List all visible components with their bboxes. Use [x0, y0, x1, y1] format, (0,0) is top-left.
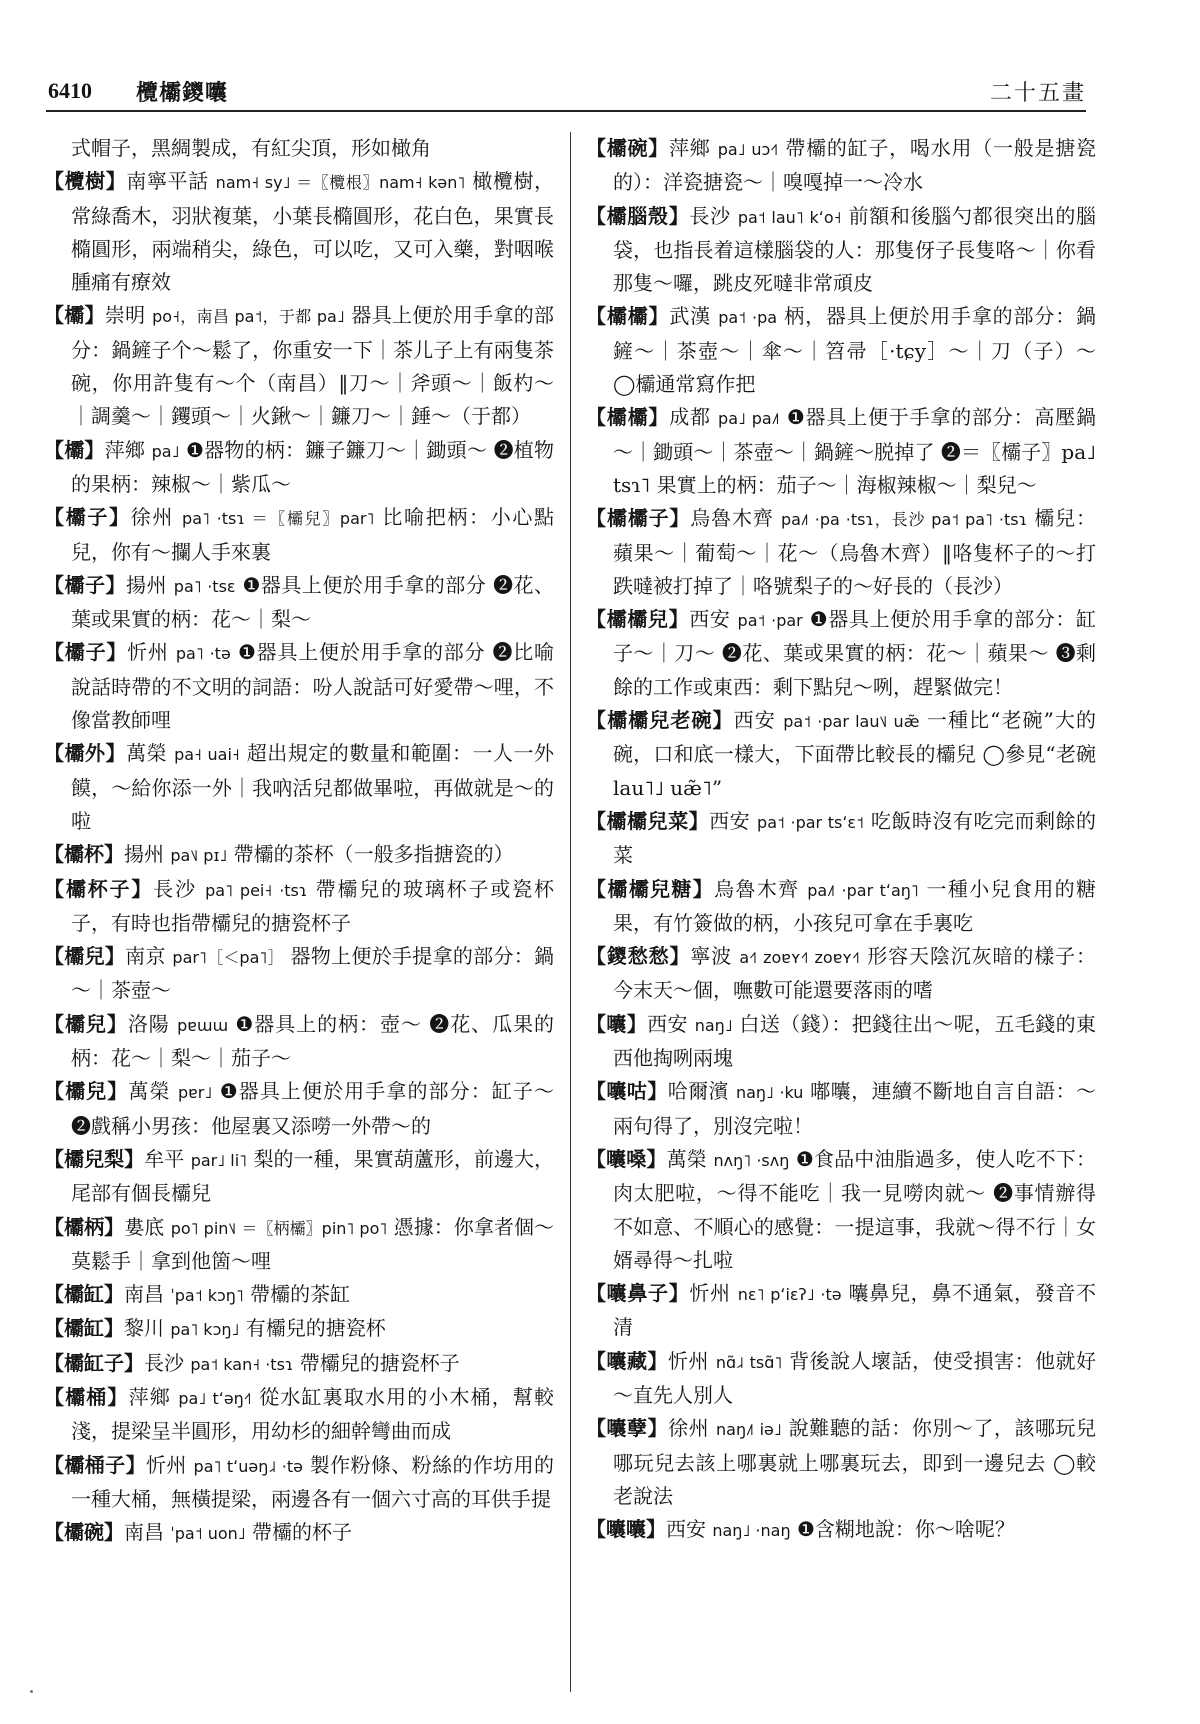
entry-pronunciation: naŋ˩ ·naŋ — [712, 1521, 791, 1541]
dictionary-entry — [586, 704, 1096, 805]
entry-headword: 【囔鼻子】 — [586, 1281, 690, 1306]
entry-headword: 【欛欛】 — [586, 405, 670, 430]
page-number: 6410 — [48, 78, 92, 103]
entry-headword: 【欛缸】 — [44, 1282, 124, 1307]
entry-headword: 【欛外】 — [44, 741, 127, 766]
entry-headword: 【欛子】 — [44, 572, 126, 597]
entry-location: 牟平 — [144, 1146, 185, 1171]
entry-pronunciation: pa˥ pei˧ ·tsɿ — [205, 880, 308, 900]
entry-pronunciation: naŋ˩ ·ku — [735, 1083, 804, 1103]
dictionary-entry — [44, 1347, 554, 1381]
entry-pronunciation: pɐɯɯ — [177, 1015, 229, 1035]
entry-headword: 【欛欛子】 — [586, 506, 691, 531]
dictionary-entry — [44, 1211, 554, 1279]
entry-definition: 梨的一種，果實葫蘆形，前邊大，尾部有個長欛兒 — [71, 1146, 554, 1206]
dictionary-entry — [44, 1008, 554, 1076]
entry-definition: ❶器具上便於用手拿的部分 ❷花、葉或果實的柄：花～｜梨～ — [71, 572, 554, 632]
entry-definition: 製作粉條、粉絲的作坊用的一種大桶，無橫提梁，兩邊各有一個六寸高的耳供手提 — [71, 1452, 554, 1511]
entry-pronunciation: pa˥ kɔŋ˩ — [170, 1320, 240, 1340]
entry-headword: 【欛桶】 — [44, 1384, 129, 1409]
entry-definition: 柄，器具上便於用手拿的部分：鍋鏟～｜茶壺～｜傘～｜笤帚［·tɕy］～｜刀（子）～ ◯欛通常寫作把 — [613, 304, 1096, 397]
entry-definition: 憑據：你拿者個～莫鬆手｜拿到他箇～哩 — [71, 1214, 554, 1273]
entry-location: 長沙 — [153, 876, 197, 901]
entry-definition: 帶欛的缸子，喝水用（一般是搪瓷的）：洋瓷搪瓷～｜嗅嘎掉一～冷水 — [613, 136, 1096, 195]
entry-definition: ❶含糊地說：你～啥呢？ — [796, 1517, 1015, 1542]
entry-pronunciation: po˥ pin˥˩ ＝〖柄欛〗pin˥ po˥ — [170, 1218, 388, 1238]
dictionary-entry — [586, 1008, 1096, 1076]
entry-definition: 吃飯時沒有吃完而剩餘的菜 — [613, 808, 1096, 868]
entry-headword: 【欛缸】 — [44, 1316, 124, 1341]
entry-headword: 【欛杯】 — [44, 842, 124, 867]
entry-pronunciation: ˈpa˦ uon˩ — [170, 1524, 246, 1544]
dictionary-entry — [586, 502, 1096, 603]
entry-definition: 帶欛的杯子 — [252, 1520, 353, 1545]
entry-location: 揚州 — [124, 842, 164, 867]
dictionary-entry — [586, 1513, 1096, 1547]
entry-headword: 【欛子】 — [44, 640, 128, 665]
dictionary-entry — [586, 1075, 1096, 1143]
entry-definition: ❶器物的柄：鐮子鐮刀～｜鋤頭～ ❷植物的果柄：辣椒～｜紫瓜～ — [71, 437, 554, 496]
entry-pronunciation: pɐr˩ — [178, 1083, 213, 1103]
entry-headword: 【欛柄】 — [44, 1214, 125, 1239]
entry-pronunciation: nʌŋ˥ ·sʌŋ — [713, 1150, 790, 1170]
dictionary-entry — [44, 1075, 554, 1143]
entry-pronunciation: pa˩ tʻəŋ˧˥ — [178, 1388, 252, 1408]
entry-location: 萍鄉 — [104, 437, 146, 462]
entry-definition: 白送（錢）：把錢往出～呢，五毛錢的東西他掏咧兩塊 — [613, 1011, 1096, 1071]
dictionary-entry — [44, 132, 554, 165]
page-head-characters: 欖欛鑁囔 — [136, 80, 229, 106]
entry-headword: 【欛碗】 — [44, 1520, 124, 1545]
entry-pronunciation: pa˥ ·tsɛ — [173, 576, 236, 596]
entry-definition: 囔鼻兒，鼻不通氣，發音不清 — [613, 1281, 1096, 1340]
dictionary-entry — [44, 1516, 554, 1550]
entry-location: 徐州 — [668, 1416, 710, 1441]
entry-headword: 【欛】 — [44, 303, 105, 328]
entry-pronunciation: nɛ˥ pʻiɛʔ˩ ·tə — [737, 1285, 842, 1305]
entry-location: 忻州 — [667, 1348, 709, 1373]
entry-pronunciation: pa˩ uɔ˧˥ — [717, 140, 779, 159]
entry-pronunciation: pa˦ ·par lau˥˩ uæ̃ — [783, 712, 920, 732]
entry-definition: 器具上便於用手拿的部分：鍋鏟子个～鬆了，你重安一下｜茶儿子上有兩隻茶碗，你用許隻有～个（南昌）‖刀～｜斧頭～｜飯杓～｜調羹～｜钁頭～｜火鍬～｜鐮刀～｜錘～（于都） — [71, 303, 554, 429]
entry-location: 西安 — [647, 1011, 688, 1036]
entry-location: 崇明 — [104, 303, 146, 328]
entry-pronunciation: pa˥ tʻuəŋ˩˨ ·tə — [193, 1456, 303, 1476]
entry-pronunciation: par˥［＜pa˥］ — [172, 948, 284, 968]
entry-location: 南寧平話 — [126, 169, 209, 194]
entry-definition: 從水缸裏取水用的小木桶，幫較淺，提梁呈半圓形，用幼杉的細幹彎曲而成 — [71, 1384, 554, 1444]
entry-location: 萬榮 — [126, 741, 168, 766]
entry-definition: 形容天陰沉灰暗的樣子：今末天～個，嘸數可能還要落雨的嗜 — [613, 944, 1096, 1003]
entry-location: 揚州 — [125, 572, 167, 597]
entry-location: 萬榮 — [128, 1079, 171, 1104]
entry-location: 忻州 — [689, 1281, 731, 1306]
dictionary-entry — [586, 603, 1096, 704]
entry-headword: 【欛杯子】 — [44, 876, 154, 901]
scan-speck — [30, 1690, 33, 1693]
dictionary-entry — [44, 299, 554, 433]
dictionary-entry — [44, 940, 554, 1008]
entry-location: 萍鄉 — [128, 1384, 171, 1409]
entry-definition: 一種小兒食用的糖果，有竹簽做的柄，小孩兒可拿在手裏吃 — [613, 876, 1096, 935]
entry-headword: 【囔】 — [586, 1011, 648, 1036]
entry-definition: 帶欛兒的搪瓷杯子 — [299, 1350, 460, 1375]
entry-definition: 帶欛兒的玻璃杯子或瓷杯子，有時也指帶欛兒的搪瓷杯子 — [71, 876, 554, 935]
entry-location: 南京 — [125, 944, 166, 969]
dictionary-entry — [44, 434, 554, 502]
entry-headword: 【欖樹】 — [44, 169, 127, 194]
entry-location: 徐州 — [130, 505, 175, 530]
entry-location: 烏魯木齊 — [714, 876, 800, 901]
entry-pronunciation: pa˥ ·tə — [175, 644, 231, 664]
entry-definition: 嘟囔，連續不斷地自言自語：～兩句得了，別沒完啦！ — [613, 1079, 1096, 1138]
dictionary-entry — [44, 1381, 554, 1449]
entry-pronunciation: naŋ˩˥ iə˩ — [716, 1420, 782, 1440]
dictionary-entry — [44, 1449, 554, 1517]
dictionary-entry — [44, 1312, 554, 1346]
entry-definition: ❶器具上便於用手拿的部分：缸子～｜刀～ ❷花、葉或果實的柄：花～｜蘋果～ ❸剩餘的工作或東西：剩下點兒～咧，趕緊做完！ — [613, 607, 1096, 699]
dictionary-entry — [44, 636, 554, 737]
dictionary-entry — [44, 838, 554, 872]
entry-location: 烏魯木齊 — [690, 506, 774, 531]
entry-location: 西安 — [709, 808, 751, 833]
entry-definition: 說難聽的話：你別～了，該哪玩兒哪玩兒去該上哪裏就上哪裏玩去，即到一邊兒去 ◯較老說法 — [613, 1416, 1096, 1508]
stroke-count-label: 二十五畫 — [989, 81, 1086, 106]
entry-location: 寧波 — [690, 944, 733, 969]
entry-definition: 橄欖樹，常綠喬木，羽狀複葉，小葉長橢圓形，花白色，果實長橢圓形，兩端稍尖，綠色，可以吃，又可入藥，對咽喉腫痛有療效 — [71, 169, 554, 295]
dictionary-entry — [44, 873, 554, 941]
entry-location: 忻州 — [127, 640, 169, 665]
dictionary-entry — [586, 1143, 1096, 1277]
entry-definition: 前額和後腦勺都很突出的腦袋，也指長着這樣腦袋的人：那隻伢子長隻咯～｜你看那隻～囉，跳皮死噠非常頑皮 — [613, 203, 1096, 296]
entry-headword: 【欛欛兒老碗】 — [586, 708, 734, 733]
entry-pronunciation: pa˦ kan˧ ·tsɿ — [190, 1354, 294, 1374]
entry-pronunciation: pa˦ ·par tsʻɛ˦ — [757, 812, 864, 832]
entry-location: 長沙 — [144, 1350, 184, 1375]
dictionary-entry — [44, 501, 554, 569]
entry-definition: 式帽子，黑綢製成，有紅尖頂，形如橄角 — [71, 136, 431, 160]
entry-location: 黎川 — [124, 1316, 164, 1341]
entry-definition: ❶食品中油脂過多，使人吃不下：肉太肥啦，～得不能吃｜我一見嘮肉就～ ❷事情辦得不如意、不順心的感覺：一提這事，我就～得不行｜女婿尋得～扎啦 — [613, 1146, 1096, 1272]
entry-location: 南昌 — [124, 1520, 164, 1545]
entry-headword: 【欛缸子】 — [44, 1350, 144, 1375]
entry-location: 忻州 — [145, 1452, 187, 1477]
dictionary-entry — [586, 200, 1096, 301]
entry-headword: 【欛欛兒菜】 — [586, 808, 710, 833]
entry-definition: 一種比“老碗”大的碗，口和底一樣大，下面帶比較長的欛兒 ◯參見“老碗 lau˥˩ uæ̃˥” — [613, 708, 1096, 800]
entry-definition: 超出規定的數量和範圍：一人一外饃，～給你添一外｜我吶活兒都做畢啦，再做就是～的啦 — [71, 741, 554, 833]
entry-headword: 【欛子】 — [44, 505, 131, 530]
dictionary-entry — [586, 805, 1096, 873]
left-column — [44, 132, 554, 1692]
entry-headword: 【欛】 — [44, 437, 105, 462]
entry-location: 婁底 — [124, 1214, 165, 1239]
dictionary-entry — [44, 165, 554, 299]
entry-headword: 【欛兒】 — [44, 1079, 129, 1104]
entry-headword: 【囔藏】 — [586, 1348, 668, 1373]
entry-location: 西安 — [666, 1517, 706, 1542]
entry-pronunciation: pa˦ ·par — [737, 611, 803, 631]
entry-location: 萬榮 — [666, 1146, 707, 1171]
entry-headword: 【囔咕】 — [586, 1079, 668, 1104]
dictionary-entry — [586, 873, 1096, 941]
entry-definition: ❶器具上的柄：壺～ ❷花、瓜果的柄：花～｜梨～｜茄子～ — [71, 1011, 554, 1071]
entry-definition: ❶器具上便於用手拿的部分：缸子～ ❷戲稱小男孩：他屋裏又添嘮一外帶～的 — [71, 1079, 554, 1138]
entry-headword: 【囔囔】 — [586, 1517, 666, 1542]
dictionary-entry — [44, 1143, 554, 1211]
entry-headword: 【欛兒】 — [44, 944, 126, 969]
entry-location: 南昌 — [124, 1282, 164, 1307]
dictionary-entry — [586, 1277, 1096, 1345]
entry-definition: ❶器具上便於用手拿的部分 ❷比喻說話時帶的不文明的詞語：吩人說話可好愛帶～哩，不像當教師哩 — [71, 640, 554, 733]
dictionary-entry — [44, 1278, 554, 1312]
entry-headword: 【囔孽】 — [586, 1416, 669, 1441]
entry-pronunciation: nam˧ sy˩ ＝〖欖根〗nam˧ kən˥ — [215, 173, 466, 193]
entry-pronunciation: a˧˥ zoɐʏ˧˥ zoɐʏ˧˥ — [739, 948, 860, 968]
entry-pronunciation: pa˦ ·pa — [718, 308, 778, 328]
entry-headword: 【囔嗓】 — [586, 1146, 667, 1171]
dictionary-entry — [586, 132, 1096, 200]
entry-pronunciation: pa˦ lau˥ kʻo˧ — [737, 207, 842, 227]
entry-pronunciation: naŋ˩ — [694, 1015, 733, 1035]
entry-pronunciation: pa˩˥ ·pa ·tsɿ，長沙 pa˦ pa˥ ·tsɿ — [780, 510, 1028, 530]
dictionary-entry — [586, 300, 1096, 401]
entry-headword: 【欛碗】 — [586, 136, 670, 160]
entry-location: 武漢 — [669, 304, 712, 329]
dictionary-entry — [586, 1345, 1096, 1413]
entry-location: 成都 — [669, 405, 711, 430]
dictionary-entry — [586, 401, 1096, 502]
dictionary-entry — [586, 940, 1096, 1008]
dictionary-entry — [586, 1412, 1096, 1513]
entry-location: 萍鄉 — [669, 136, 711, 160]
right-column — [586, 132, 1096, 1692]
entry-pronunciation: nɑ̃˩˨ tsɑ̃˥ — [715, 1352, 783, 1372]
entry-pronunciation: po˧，南昌 pa˦，于都 pa˩ — [152, 307, 345, 327]
column-divider — [570, 132, 571, 1692]
entry-location: 西安 — [689, 607, 731, 632]
entry-definition: 背後說人壞話，使受損害：他就好～直先人別人 — [613, 1348, 1096, 1407]
dictionary-entry — [44, 569, 554, 637]
entry-headword: 【欛兒】 — [44, 1011, 128, 1036]
entry-headword: 【鑁愁愁】 — [586, 944, 691, 969]
entry-definition: 有欛兒的搪瓷杯 — [245, 1316, 386, 1341]
entry-location: 洛陽 — [127, 1011, 170, 1036]
entry-headword: 【欛腦殼】 — [586, 203, 690, 228]
entry-headword: 【欛欛】 — [586, 304, 670, 329]
entry-definition: 器物上便於手提拿的部分：鍋～｜茶壺～ — [71, 944, 554, 1003]
entry-definition: 比喻把柄：小心點兒，你有～攔人手來裏 — [71, 505, 554, 564]
entry-pronunciation: pa˩ pa˩˥ — [718, 409, 780, 429]
entry-pronunciation: pa˥˩ pɪ˩ — [170, 846, 228, 866]
entry-definition: 欛兒：蘋果～｜葡萄～｜花～（烏魯木齊）‖咯隻杯子的～打跌噠被打掉了｜咯號梨子的～好長的（長沙） — [613, 506, 1096, 598]
entry-definition: 帶欛的茶缸 — [250, 1282, 351, 1307]
entry-definition: ❶器具上便于手拿的部分：高壓鍋～｜鋤頭～｜茶壺～｜鍋鏟～脱掉了 ❷＝〖欛子〗pa˩ tsɿ˥ 果實上的柄：茄子～｜海椒辣椒～｜梨兒～ — [613, 405, 1096, 497]
page-header — [46, 60, 1086, 112]
entry-headword: 【欛桶子】 — [44, 1452, 146, 1477]
entry-pronunciation: ˈpa˦ kɔŋ˥ — [170, 1286, 244, 1306]
entry-location: 長沙 — [689, 203, 731, 228]
entry-headword: 【欛兒梨】 — [44, 1146, 145, 1171]
entry-pronunciation: pa˩˥ ·par tʻaŋ˥ — [807, 880, 919, 900]
entry-pronunciation: pa˥ ·tsɿ ＝〖欛兒〗par˥ — [182, 509, 375, 529]
entry-headword: 【欛欛兒糖】 — [586, 876, 715, 901]
entry-location: 西安 — [733, 708, 776, 733]
entry-pronunciation: pa˩ — [151, 441, 180, 461]
dictionary-entry — [44, 737, 554, 838]
entry-headword: 【欛欛兒】 — [586, 607, 690, 632]
entry-pronunciation: pa˧ uai˧ — [174, 745, 240, 765]
entry-definition: 帶欛的茶杯（一般多指搪瓷的） — [233, 842, 514, 867]
entry-pronunciation: par˩ li˥ — [190, 1150, 248, 1170]
entry-location: 哈爾濱 — [667, 1079, 730, 1104]
